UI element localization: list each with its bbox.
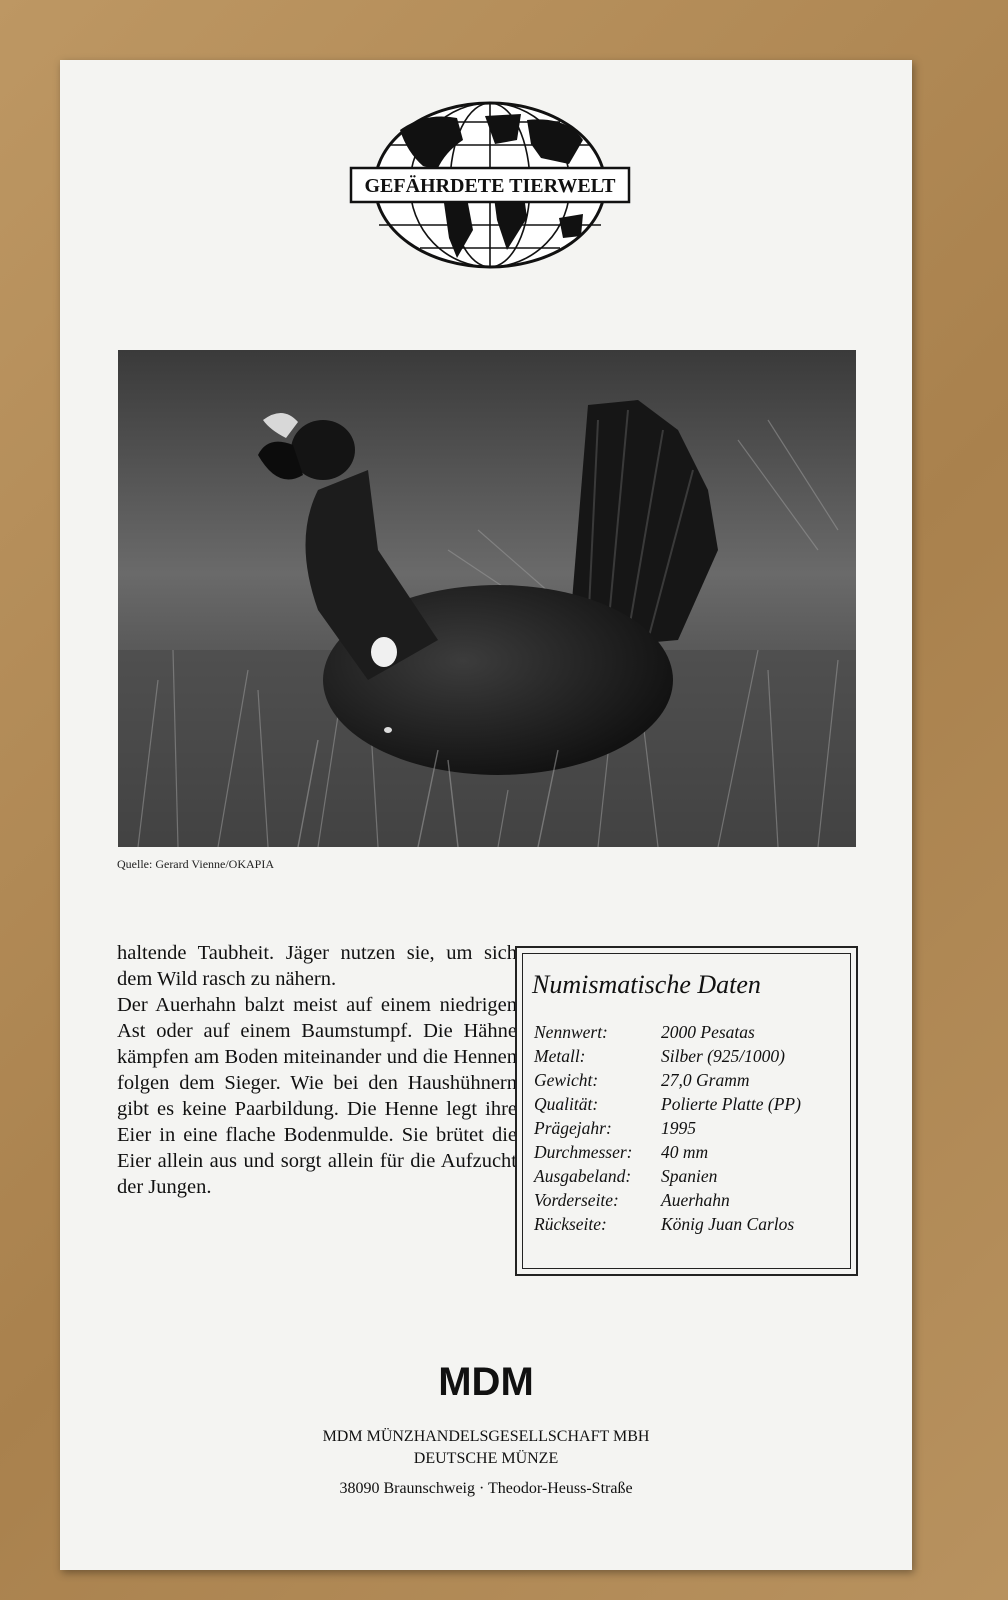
logo-text: GEFÄHRDETE TIERWELT <box>364 175 616 197</box>
data-key: Gewicht: <box>534 1070 599 1090</box>
data-key: Vorderseite: <box>534 1190 619 1210</box>
article-text <box>117 940 517 1200</box>
paragraph: Der Auerhahn balzt meist auf einem niedrigen Ast oder auf einem Baumstumpf. Die Hähne kämpfen am Boden miteinander und die Hennen folgen dem Sieger. Wie bei den Haushühnern gibt es keine Paarbildung. Die Henne legt ihre Eier in eine flache Bodenmulde. Sie brütet die Eier allein aus und sorgt allein für die Aufzucht der Jungen. <box>117 994 517 1198</box>
capercaillie-photo <box>118 350 856 847</box>
data-row <box>534 1070 801 1094</box>
data-row <box>534 1094 801 1118</box>
data-key: Prägejahr: <box>534 1118 612 1138</box>
data-row <box>534 1142 801 1166</box>
data-row <box>534 1214 801 1238</box>
data-key: Ausgabeland: <box>534 1166 632 1186</box>
company-address: 38090 Braunschweig · Theodor-Heuss-Straße <box>339 1480 633 1497</box>
data-value: Silber (925/1000) <box>661 1046 785 1066</box>
data-row <box>534 1118 801 1142</box>
data-row <box>534 1046 801 1070</box>
info-card <box>60 60 912 1570</box>
data-key: Durchmesser: <box>534 1142 633 1162</box>
data-value: Spanien <box>661 1166 718 1186</box>
data-key: Nennwert: <box>534 1022 608 1042</box>
globe-logo <box>345 100 635 270</box>
data-value: König Juan Carlos <box>661 1214 795 1234</box>
data-key: Metall: <box>534 1046 586 1066</box>
company-line-1: MDM MÜNZHANDELSGESELLSCHAFT MBH <box>322 1428 650 1445</box>
data-key: Rückseite: <box>534 1214 607 1234</box>
data-value: Auerhahn <box>661 1190 730 1210</box>
numismatic-title: Numismatische Daten <box>532 970 761 999</box>
company-name <box>60 1426 912 1470</box>
data-value: 1995 <box>661 1118 696 1138</box>
numismatic-data-box <box>515 946 858 1276</box>
data-value: 40 mm <box>661 1142 709 1162</box>
data-value: 2000 Pesatas <box>661 1022 755 1042</box>
paragraph: haltende Taubheit. Jäger nutzen sie, um sich dem Wild rasch zu nähern. <box>117 942 517 990</box>
data-value: 27,0 Gramm <box>661 1070 750 1090</box>
data-row <box>534 1166 801 1190</box>
company-line-2: DEUTSCHE MÜNZE <box>413 1450 559 1467</box>
photo-caption: Quelle: Gerard Vienne/OKAPIA <box>117 857 275 871</box>
data-value: Polierte Platte (PP) <box>661 1094 801 1114</box>
mdm-brand-logo: MDM <box>438 1360 534 1404</box>
numismatic-table <box>534 1022 801 1238</box>
data-key: Qualität: <box>534 1094 599 1114</box>
data-row <box>534 1022 801 1046</box>
data-row <box>534 1190 801 1214</box>
